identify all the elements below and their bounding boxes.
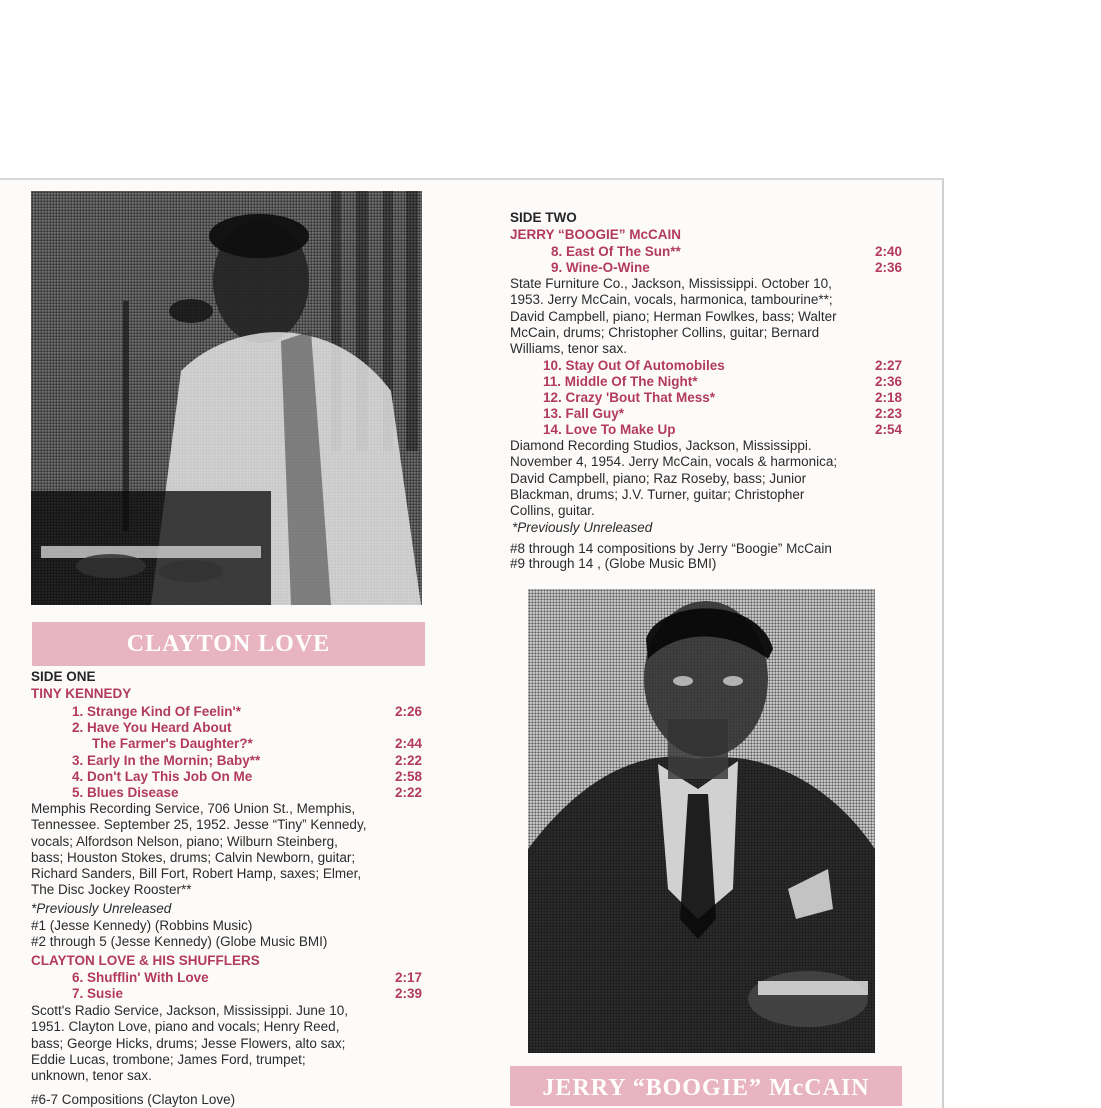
session-line: David Campbell, piano; Raz Roseby, bass; Junior [510, 470, 807, 486]
track-time: 2:23 [874, 406, 902, 421]
session-line: unknown, tenor sax. [31, 1068, 152, 1084]
jerry-mccain-photo [528, 589, 875, 1053]
track-time: 2:44 [394, 736, 422, 751]
previously-unreleased-note: *Previously Unreleased [512, 520, 653, 535]
track-time: 2:22 [394, 785, 422, 800]
session-line: Scott's Radio Service, Jackson, Mississippi. June 10, [31, 1003, 348, 1018]
session-line: 1953. Jerry McCain, vocals, harmonica, tambourine**; [510, 292, 833, 308]
session-line: bass; Houston Stokes, drums; Calvin Newborn, guitar; [31, 849, 356, 865]
track-title: 3. Early In the Mornin; Baby** [72, 753, 261, 768]
track-time: 2:36 [874, 374, 902, 389]
clayton-love-banner [32, 622, 425, 666]
session-line: McCain, drums; Christopher Collins, guitar; Bernard [510, 324, 820, 340]
session-notes-diamond [510, 438, 837, 519]
clayton-love-photo [31, 191, 422, 605]
session-line: Tennessee. September 25, 1952. Jesse “Tiny” Kennedy, [31, 817, 367, 833]
session-notes-love [31, 1003, 348, 1084]
artist-clayton-love-shufflers: CLAYTON LOVE & HIS SHUFFLERS [31, 953, 260, 968]
track-title: 11. Middle Of The Night* [543, 374, 698, 389]
session-notes-kennedy [31, 801, 366, 899]
session-line: November 4, 1954. Jerry McCain, vocals & harmonica; [510, 454, 838, 470]
track-title: 4. Don't Lay This Job On Me [72, 769, 253, 784]
track-title: 1. Strange Kind Of Feelin'* [72, 704, 241, 719]
track-time: 2:17 [394, 970, 422, 985]
session-line: Eddie Lucas, trombone; James Ford, trumpet; [31, 1051, 306, 1067]
track-time: 2:26 [394, 704, 422, 719]
session-line: 1951. Clayton Love, piano and vocals; Henry Reed, [31, 1019, 340, 1035]
session-line: Diamond Recording Studios, Jackson, Mississippi. [510, 438, 812, 453]
previously-unreleased-note: *Previously Unreleased [31, 901, 172, 916]
session-line: Memphis Recording Service, 706 Union St., Memphis, [31, 801, 356, 816]
track-time: 2:39 [394, 986, 422, 1001]
track-title: 9. Wine-O-Wine [551, 260, 650, 275]
banner-text: JERRY “BOOGIE” McCAIN [542, 1075, 870, 1101]
jerry-mccain-banner [510, 1066, 902, 1106]
track-time: 2:36 [874, 260, 902, 275]
session-line: Collins, guitar. [510, 503, 595, 519]
track-time: 2:27 [874, 358, 902, 373]
track-title: 5. Blues Disease [72, 785, 179, 800]
artist-jerry-mccain: JERRY “BOOGIE” McCAIN [510, 227, 682, 242]
session-line: Richard Sanders, Bill Fort, Robert Hamp, saxes; Elmer, [31, 866, 362, 882]
publishing-credit: #1 (Jesse Kennedy) (Robbins Music) [31, 918, 253, 933]
session-notes-state-furniture [510, 276, 837, 357]
track-title: 13. Fall Guy* [543, 406, 625, 421]
publishing-credit: #2 through 5 (Jesse Kennedy) (Globe Music BMI) [31, 934, 328, 949]
track-title: 14. Love To Make Up [543, 422, 676, 437]
publishing-credit: #8 through 14 compositions by Jerry “Boogie” McCain [510, 541, 832, 556]
session-line: The Disc Jockey Rooster** [31, 882, 192, 898]
side-two-heading: SIDE TWO [510, 210, 577, 225]
publishing-credit: #6-7 Compositions (Clayton Love) [31, 1092, 236, 1107]
session-line: Williams, tenor sax. [510, 341, 628, 357]
banner-text: CLAYTON LOVE [126, 631, 331, 657]
track-title-continued: The Farmer's Daughter?* [92, 736, 253, 751]
side-one-heading: SIDE ONE [31, 669, 96, 684]
track-time: 2:22 [394, 753, 422, 768]
session-line: Blackman, drums; J.V. Turner, guitar; Christopher [510, 486, 805, 502]
track-title: 10. Stay Out Of Automobiles [543, 358, 725, 373]
track-time: 2:18 [874, 390, 902, 405]
track-title: 2. Have You Heard About [72, 720, 232, 735]
track-title: 12. Crazy 'Bout That Mess* [543, 390, 716, 405]
track-time: 2:54 [874, 422, 902, 437]
session-line: David Campbell, piano; Herman Fowlkes, bass; Walter [510, 308, 837, 324]
artist-tiny-kennedy: TINY KENNEDY [31, 686, 132, 701]
track-time: 2:40 [874, 244, 902, 259]
track-time: 2:58 [394, 769, 422, 784]
session-line: vocals; Alfordson Nelson, piano; Wilburn Steinberg, [31, 833, 338, 849]
session-line: State Furniture Co., Jackson, Mississippi. October 10, [510, 276, 832, 291]
session-line: bass; George Hicks, drums; Jesse Flowers, alto sax; [31, 1035, 346, 1051]
publishing-credit: #9 through 14 , (Globe Music BMI) [510, 556, 717, 571]
track-title: 8. East Of The Sun** [551, 244, 681, 259]
track-title: 7. Susie [72, 986, 124, 1001]
track-title: 6. Shufflin' With Love [72, 970, 209, 985]
